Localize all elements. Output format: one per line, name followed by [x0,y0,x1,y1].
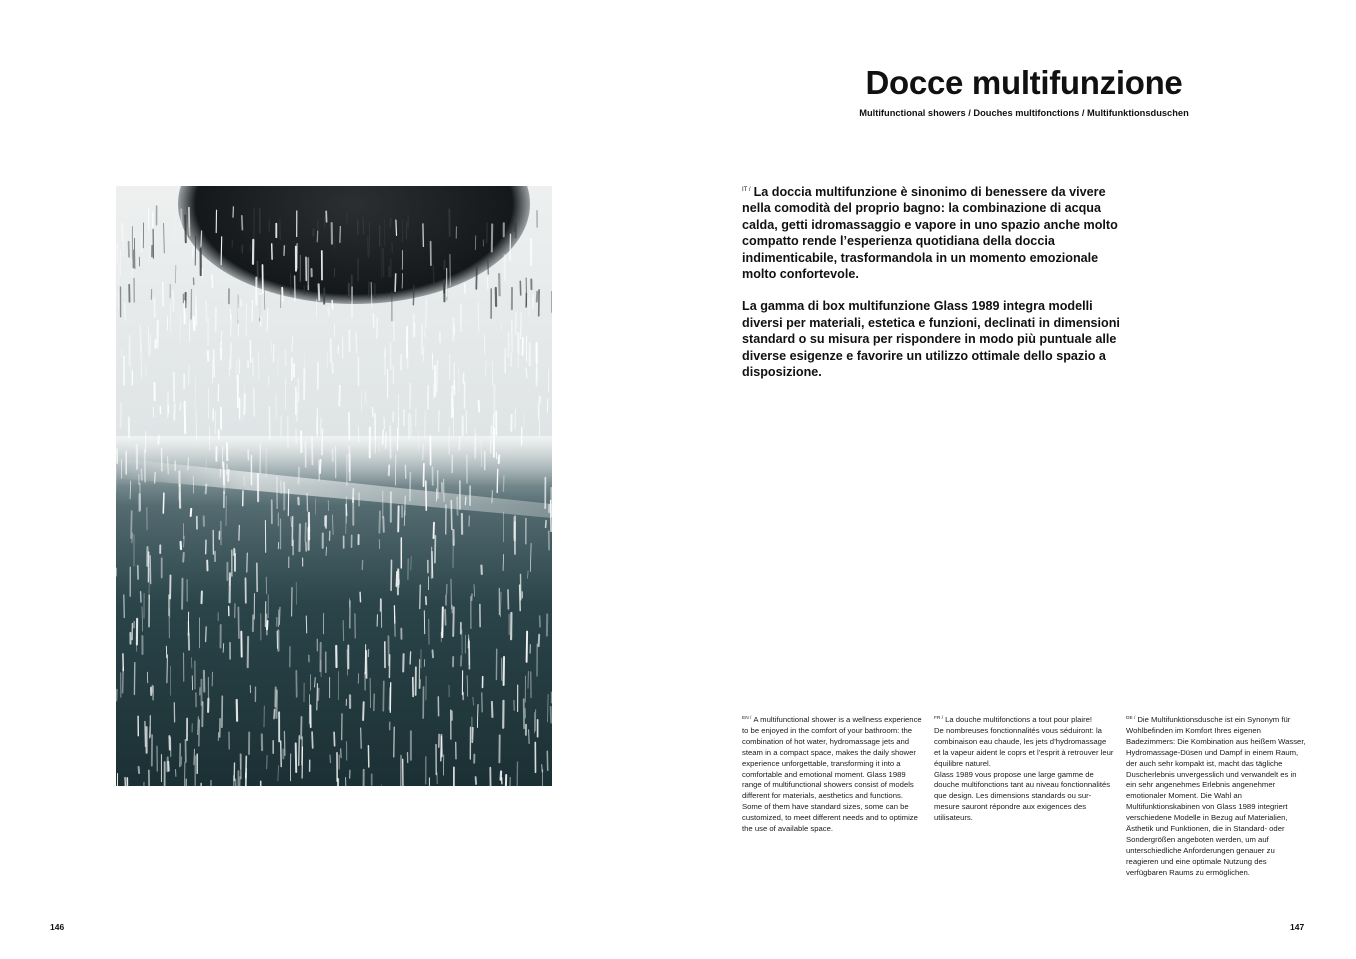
page-number-left: 146 [50,922,65,932]
italian-paragraph-1: $^{IT /}$ La doccia multifunzione è sinonimo di benessere da vivere nella comodità del proprio bagno: la combinazione di acqua calda, getti idromassaggio e vapore in uno spazio anche molto compatto rende l’esperienza quotidiana della doccia indimenticabile, trasformandola in un momento emozionale molto confortevole. [742,185,1118,282]
language-tag-de: DE / [1126,716,1136,721]
page-title: Docce multifunzione [865,64,1183,101]
italian-description [742,182,1122,396]
page-number-right: 147 [1290,922,1305,932]
french-text-3: Glass 1989 vous propose une large gamme de douche multifonctions tant au niveau fonctionnalités que design. Les dimensions standards ou sur-mesure sauront répondre aux exigences des utilisateurs. [934,769,1111,823]
german-column [1126,714,1306,879]
language-tag-fr: FR / [934,716,944,721]
italian-paragraph-2: La gamma di box multifunzione Glass 1989 integra modelli diversi per materiali, estetica e funzioni, declinati in dimensioni standard o su misura per rispondere in modo più puntuale alle diverse esigenze e favorire un utilizzo ottimale dello spazio a disposizione. [742,299,1120,380]
language-tag-en: EN / [742,716,752,721]
page-subtitle: Multifunctional showers / Douches multifonctions / Multifunktionsduschen [859,108,1189,118]
english-column [742,714,922,835]
french-column [934,714,1114,824]
french-text-2: De nombreuses fonctionnalités vous séduiront: la combinaison eau chaude, les jets d’hydromassage et la vapeur aident le coprs et l’esprit à retrouver leur équilibre naturel. [934,725,1114,768]
shower-rain-photo [116,186,552,786]
french-text-1: La douche multifonctions a tout pour plaire! [945,715,1093,724]
language-tag-it: IT / [742,187,751,193]
german-text: Die Multifunktionsdusche ist ein Synonym für Wohlbefinden im Komfort Ihres eigenen Badezimmers: Die Kombination aus heißem Wasser, Hydromassage-Düsen und Dampf in einem Raum, der auch sehr kompakt ist, macht das tägliche Duscherlebnis unvergesslich und verwandelt es in ein sehr angenehmes Erlebnis angenehmer emotionaler Moment. Die Wahl an Multifunktionskabinen von Glass 1989 integriert verschiedene Modelle in Bezug auf Materialien, Ästhetik und Funktionen, die in Standard- oder Sondergrößen angeboten werden, um auf unterschiedliche Anforderungen genauer zu reagieren und eine optimale Nutzung des verfügbaren Raums zu ermöglichen. [1126,715,1306,877]
english-text: A multifunctional shower is a wellness experience to be enjoyed in the comfort of your bathroom: the combination of hot water, hydromassage jets and steam in a compact space, makes the daily shower experience unforgettable, transforming it into a comfortable and emotional moment. Glass 1989 range of multifunctional showers consist of models different for materials, aesthetics and functions. Some of them have standard sizes, some can be customized, to meet different needs and to optimize the use of available space. [742,715,922,834]
shower-water-illustration [116,186,552,786]
